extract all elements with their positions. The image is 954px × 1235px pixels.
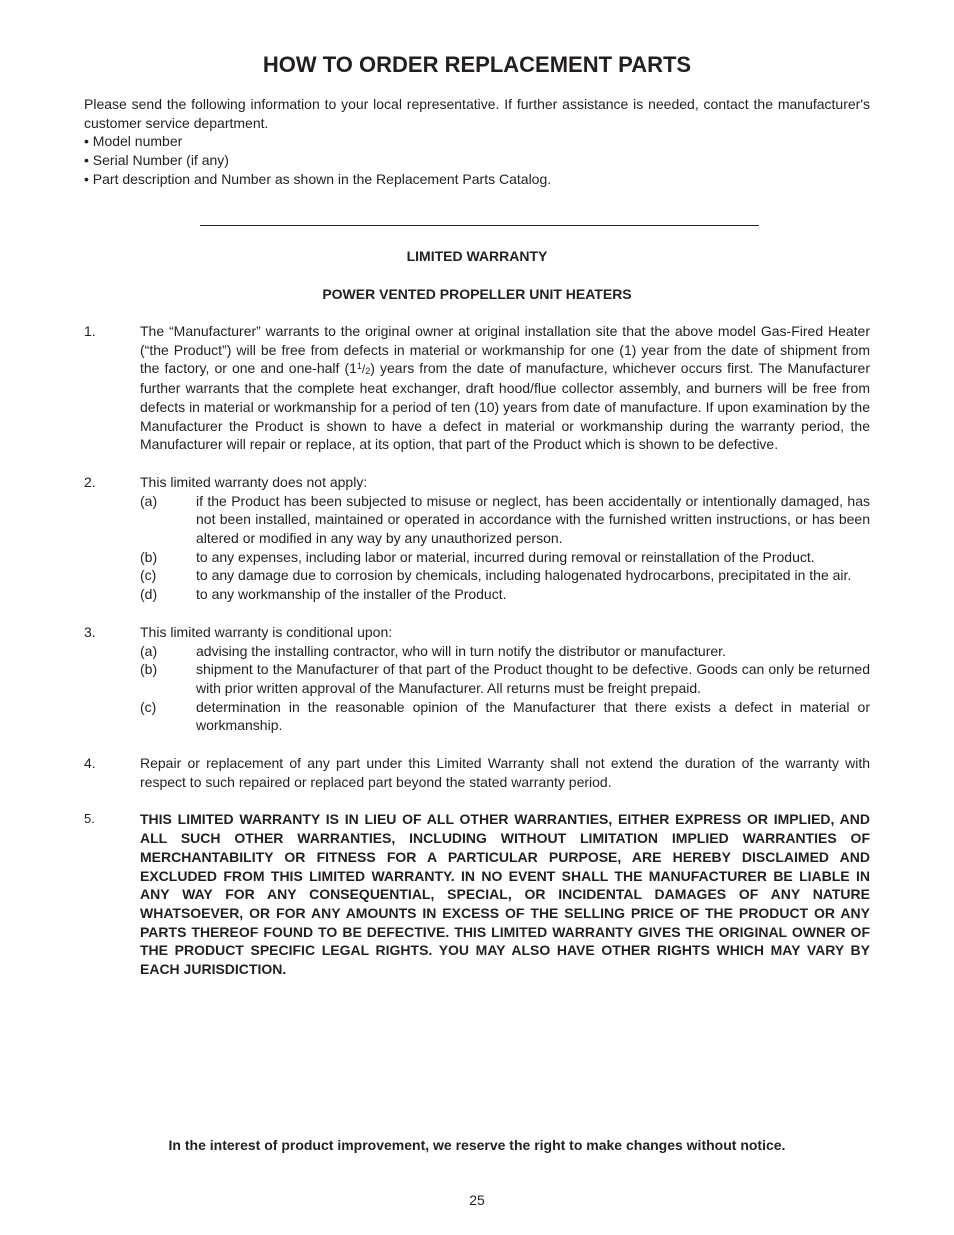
clause-text — [140, 473, 870, 604]
warranty-clause-4 — [84, 754, 870, 791]
clause-text-part: The “Manufacturer” warrants to the original owner at original installation site that the above model Gas-Fired Heater (“the Product”) will be free from defects in material or workmanship for one (1) year from the date of shipment from the factory, or one and one-half (1 — [140, 323, 870, 377]
subitem-text: advising the installing contractor, who will in turn notify the distributor or manufacturer. — [196, 642, 726, 659]
warranty-clauses — [84, 322, 870, 998]
subitem-label: (a) — [140, 642, 158, 659]
clause-number: 3. — [84, 623, 96, 640]
subitem-text: if the Product has been subjected to misuse or neglect, has been accidentally or intentionally damaged, has not been installed, maintained or operated in accordance with the furnished written instructions, or has been altered or modified in any way by any unauthorized person. — [196, 492, 870, 547]
clause-2-subitem-a — [140, 492, 870, 548]
clause-text — [140, 322, 870, 454]
intro-paragraph: Please send the following information to your local representative. If further assistance is needed, contact the manufacturer's customer service department. — [84, 96, 870, 131]
clause-text: Repair or replacement of any part under this Limited Warranty shall not extend the duration of the warranty with respect to such repaired or replaced part beyond the stated warranty period. — [140, 755, 870, 790]
order-instructions — [84, 95, 870, 189]
warranty-clause-1 — [84, 322, 870, 454]
product-improvement-notice: In the interest of product improvement, we reserve the right to make changes without notice. — [168, 1137, 786, 1153]
clause-lead: This limited warranty is conditional upon: — [140, 623, 393, 640]
clause-text-part: ) years from the date of manufacture, whichever occurs first. The Manufacturer further warrants that the complete heat exchanger, draft hood/flue collector assembly, and burners will be free from defects in material or workmanship for a period of ten (10) years from date of manufacture. If upon examination by the Manufacturer the Product is shown to have a defect in material or workmanship during the warranty period, the Manufacturer will repair or replace, at its option, that part of the Product which is shown to be defective. — [140, 360, 870, 453]
fraction-slash: / — [361, 362, 366, 377]
page-title: HOW TO ORDER REPLACEMENT PARTS — [262, 52, 692, 77]
subitem-label: (a) — [140, 492, 158, 509]
clause-number: 5. — [84, 811, 95, 827]
page-number: 25 — [469, 1192, 485, 1208]
subitem-label: (d) — [140, 586, 158, 603]
clause-2-subitem-c — [140, 566, 870, 585]
subitem-text: determination in the reasonable opinion of the Manufacturer that there exists a defect in material or workmanship. — [196, 698, 870, 734]
subitem-label: (c) — [140, 567, 157, 584]
clause-number: 2. — [84, 473, 96, 490]
section-divider — [200, 225, 759, 226]
clause-text — [140, 623, 870, 735]
clause-3-subitem-c — [140, 698, 870, 735]
subitem-text: to any workmanship of the installer of the Product. — [196, 586, 507, 603]
clause-number: 1. — [84, 323, 96, 339]
clause-3-subitem-a — [140, 642, 870, 661]
subitem-text: to any damage due to corrosion by chemicals, including halogenated hydrocarbons, precipitated in the air. — [196, 567, 852, 584]
bullet-model-number: • Model number — [84, 133, 183, 150]
subitem-label: (b) — [140, 548, 158, 565]
subitem-label: (c) — [140, 698, 157, 715]
clause-2-subitem-b — [140, 548, 870, 567]
warranty-clause-2 — [84, 473, 870, 604]
clause-number: 4. — [84, 755, 96, 772]
fraction-numerator: 1 — [356, 361, 362, 372]
warranty-clause-5 — [84, 810, 870, 978]
subitem-label: (b) — [140, 661, 158, 678]
bullet-part-description: • Part description and Number as shown in the Replacement Parts Catalog. — [84, 170, 552, 187]
warranty-clause-3 — [84, 623, 870, 735]
clause-3-subitem-b — [140, 660, 870, 697]
warranty-heading: LIMITED WARRANTY — [406, 248, 548, 264]
clause-2-subitem-d — [140, 585, 870, 604]
subitem-text: to any expenses, including labor or material, incurred during removal or reinstallation of the Product. — [196, 548, 815, 565]
clause-lead: This limited warranty does not apply: — [140, 473, 368, 490]
warranty-disclaimer-text: THIS LIMITED WARRANTY IS IN LIEU OF ALL OTHER WARRANTIES, EITHER EXPRESS OR IMPLIED, AND ALL SUCH OTHER WARRANTIES, INCLUDING WITHOUT LIMITATION IMPLIED WARRANTIES OF MERCHANTABILITY OR FITNESS FOR A PARTICULAR PURPOSE, ARE HEREBY DISCLAIMED AND EXCLUDED FROM THIS LIMITED WARRANTY. IN NO EVENT SHALL THE MANUFACTURER BE LIABLE IN ANY WAY FOR ANY CONSEQUENTIAL, SPECIAL, OR INCIDENTAL DAMAGES OF ANY NATURE WHATSOEVER, OR FOR ANY AMOUNTS IN EXCESS OF THE SELLING PRICE OF THE PRODUCT OR ANY PARTS THEREOF FOUND TO BE DEFECTIVE. THIS LIMITED WARRANTY GIVES THE ORIGINAL OWNER OF THE PRODUCT SPECIFIC LEGAL RIGHTS. YOU MAY ALSO HAVE OTHER RIGHTS WHICH MAY VARY BY EACH JURISDICTION. — [140, 811, 870, 978]
warranty-subheading: POWER VENTED PROPELLER UNIT HEATERS — [322, 286, 632, 302]
subitem-text: shipment to the Manufacturer of that part of the Product thought to be defective. Goods can only be returned with prior written approval of the Manufacturer. All returns must be freight prepaid. — [196, 661, 870, 696]
bullet-serial-number: • Serial Number (if any) — [84, 152, 229, 169]
fraction-denominator: 2 — [365, 366, 371, 377]
